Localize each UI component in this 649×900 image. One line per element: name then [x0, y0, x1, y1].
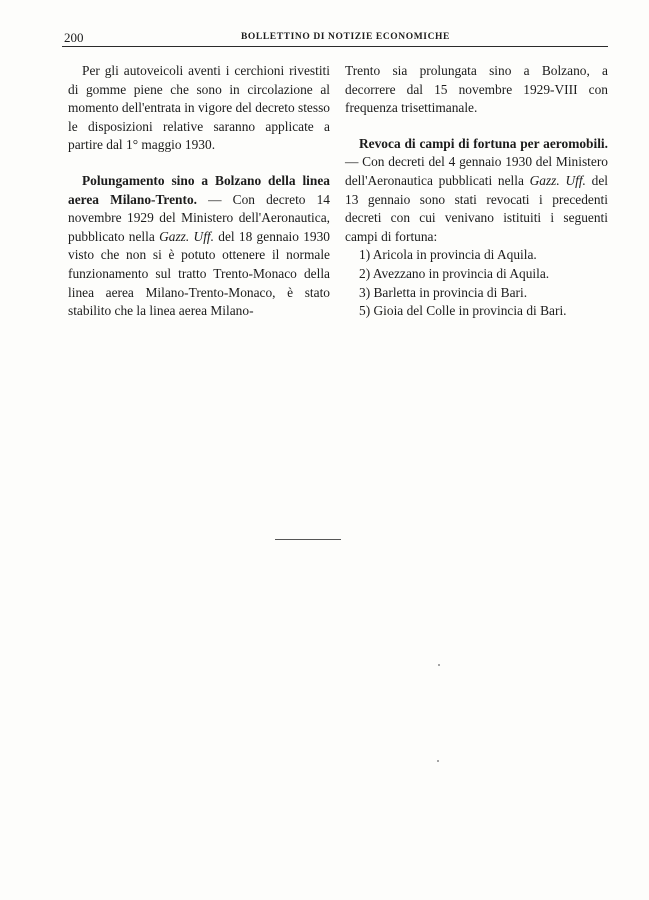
- gazette-reference: Gazz. Uff.: [159, 228, 214, 244]
- page-number: 200: [64, 30, 84, 45]
- list-item: 2) Avezzano in provincia di Aquila.: [359, 265, 550, 281]
- paragraph-gap: [345, 118, 608, 135]
- section-body-start: — Con decreto 14 novembre 1929 del Ministero dell'Aeronautica, pubblicato nella: [68, 191, 330, 244]
- paragraph-gap: [68, 155, 330, 172]
- section-heading-revoca: Revoca di campi di fortuna per aeromobili.: [359, 135, 608, 151]
- right-continuation: Trento sia prolungata sino a Bolzano, a decorrere dal 15 novembre 1929-VIII con frequenza trisettimanale.: [345, 63, 608, 116]
- left-column: [68, 62, 330, 321]
- section-body-start: — Con decreti del 4 gennaio 1930 del Ministero dell'Aeronautica pubblicati nella: [345, 154, 608, 188]
- left-section-paragraph: [68, 172, 330, 321]
- page-header: [62, 30, 608, 47]
- section-heading-bolzano: Polungamento sino a Bolzano della linea aerea Milano-Trento.: [68, 172, 330, 207]
- running-title: BOLLETTINO DI NOTIZIE ECONOMICHE: [241, 32, 450, 42]
- right-column: [345, 62, 608, 321]
- list-item: 1) Aricola in provincia di Aquila.: [359, 247, 537, 263]
- list-item: 3) Barletta in provincia di Bari.: [359, 284, 528, 300]
- left-paragraph-1: Per gli autoveicoli aventi i cerchioni rivestiti di gomme piene che sono in circolazione al momento dell'entrata in vigore del decreto stesso le disposizioni relative saranno applicate a partire dal 1° maggio 1930.: [68, 63, 330, 153]
- section-divider: [275, 539, 341, 540]
- print-speck: [437, 760, 439, 762]
- list-item: 5) Gioia del Colle in provincia di Bari.: [359, 303, 567, 319]
- section-body-end: del 18 gennaio 1930 visto che non si è potuto ottenere il normale funzionamento sul tratto Trento-Monaco della linea aerea Milano-Trento-Monaco, è stato stabilito che la linea aerea Milano-: [68, 228, 330, 319]
- right-section-paragraph: [345, 135, 608, 247]
- section-body-end: del 13 gennaio sono stati revocati i precedenti decreti con cui venivano istituiti i seguenti campi di fortuna:: [345, 172, 608, 244]
- airfield-list: [345, 246, 608, 320]
- print-speck: [438, 664, 440, 666]
- gazette-reference: Gazz. Uff.: [529, 172, 586, 188]
